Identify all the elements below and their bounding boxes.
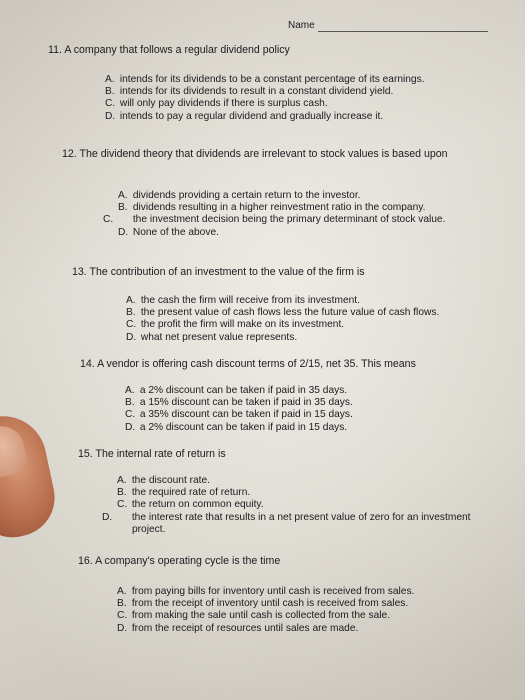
option[interactable]: A. a 2% discount can be taken if paid in 35 days. bbox=[125, 385, 348, 396]
question-16 bbox=[78, 555, 478, 568]
options-14 bbox=[125, 385, 353, 434]
name-line bbox=[318, 31, 488, 32]
question-number: 11. bbox=[48, 44, 62, 56]
option[interactable]: C. a 35% discount can be taken if paid in 15 days. bbox=[125, 409, 353, 421]
option[interactable]: B. a 15% discount can be taken if paid in 35 days. bbox=[125, 397, 353, 409]
question-number: 13. bbox=[72, 266, 87, 278]
question-14 bbox=[80, 358, 500, 371]
option[interactable]: A. dividends providing a certain return to the investor. bbox=[118, 190, 361, 201]
option[interactable]: C. will only pay dividends if there is surplus cash. bbox=[105, 98, 328, 110]
option[interactable]: A. from paying bills for inventory until cash is received from sales. bbox=[117, 586, 415, 597]
question-stem: The internal rate of return is bbox=[95, 448, 226, 460]
question-stem: A vendor is offering cash discount terms of 2/15, net 35. This means bbox=[97, 358, 416, 370]
question-15 bbox=[78, 448, 478, 461]
option[interactable]: B. from the receipt of inventory until cash is received from sales. bbox=[117, 598, 409, 610]
options-12 bbox=[103, 190, 488, 239]
option[interactable]: C. from making the sale until cash is collected from the sale. bbox=[117, 610, 391, 622]
option[interactable]: A. intends for its dividends to be a constant percentage of its earnings. bbox=[105, 74, 425, 85]
thumbnail-nail bbox=[0, 422, 29, 480]
option[interactable]: D. None of the above. bbox=[118, 226, 219, 238]
options-11 bbox=[105, 74, 425, 123]
question-stem: The dividend theory that dividends are irrelevant to stock values is based upon bbox=[79, 148, 448, 160]
option[interactable]: C. the investment decision being the primary determinant of stock value. bbox=[103, 214, 446, 226]
question-stem: A company's operating cycle is the time bbox=[95, 555, 281, 567]
question-number: 16. bbox=[78, 555, 93, 567]
option[interactable]: D. from the receipt of resources until sales are made. bbox=[117, 622, 359, 634]
question-12 bbox=[62, 148, 462, 161]
question-11 bbox=[48, 44, 468, 57]
option[interactable]: B. the required rate of return. bbox=[117, 487, 251, 499]
question-number: 14. bbox=[80, 358, 95, 370]
options-16 bbox=[117, 586, 414, 635]
option[interactable]: D. a 2% discount can be taken if paid in 15 days. bbox=[125, 421, 348, 433]
option[interactable]: B. dividends resulting in a higher reinvestment ratio in the company. bbox=[118, 202, 426, 214]
thumb-image bbox=[0, 408, 62, 544]
option[interactable]: D. the interest rate that results in a net present value of zero for an investment project. bbox=[102, 511, 471, 535]
option[interactable]: B. intends for its dividends to result in a constant dividend yield. bbox=[105, 86, 394, 98]
option[interactable]: B. the present value of cash flows less the future value of cash flows. bbox=[126, 307, 440, 319]
question-stem: The contribution of an investment to the value of the firm is bbox=[89, 266, 365, 278]
option[interactable]: C. the profit the firm will make on its investment. bbox=[126, 319, 345, 331]
options-13 bbox=[126, 295, 439, 344]
option[interactable]: A. the cash the firm will receive from its investment. bbox=[126, 295, 360, 306]
question-number: 15. bbox=[78, 448, 93, 460]
name-label: Name bbox=[288, 20, 315, 31]
option[interactable]: C. the return on common equity. bbox=[117, 499, 264, 511]
options-15 bbox=[102, 475, 477, 536]
question-stem: A company that follows a regular dividend policy bbox=[64, 44, 290, 56]
question-number: 12. bbox=[62, 148, 77, 160]
option[interactable]: D. intends to pay a regular dividend and gradually increase it. bbox=[105, 110, 384, 122]
option[interactable]: D. what net present value represents. bbox=[126, 331, 298, 343]
option[interactable]: A. the discount rate. bbox=[117, 475, 210, 486]
question-13 bbox=[72, 266, 472, 279]
